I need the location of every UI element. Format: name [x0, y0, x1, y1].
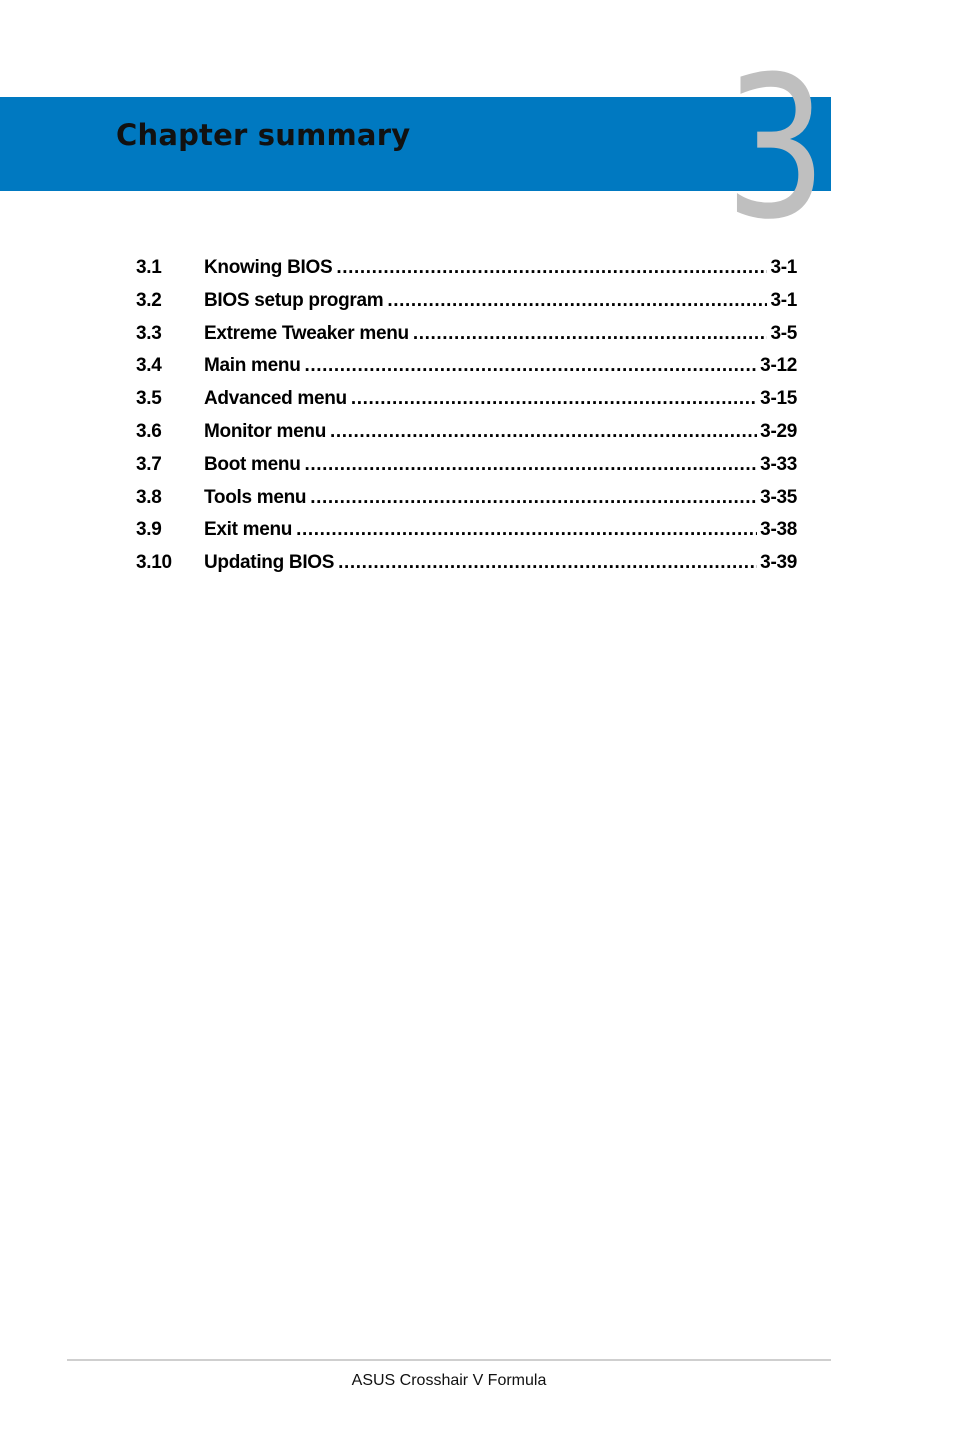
toc-entry-page: 3-39: [760, 552, 797, 574]
toc-dot-leader: [338, 548, 757, 578]
table-of-contents: [136, 253, 797, 581]
toc-entry[interactable]: [136, 417, 797, 450]
toc-entry-page: 3-5: [770, 322, 797, 344]
toc-entry[interactable]: [136, 286, 797, 319]
page-title: Chapter summary: [116, 118, 411, 152]
toc-entry-page: 3-1: [770, 257, 797, 278]
footer-product-name: ASUS Crosshair V Formula: [351, 1372, 547, 1389]
toc-dot-leader: [305, 450, 758, 480]
toc-entry-title: Tools menu: [204, 486, 307, 508]
toc-entry-number: 3.2: [136, 289, 162, 311]
toc-entry[interactable]: [136, 450, 797, 483]
toc-entry-number: 3.8: [136, 486, 162, 508]
toc-entry-title: Extreme Tweaker menu: [204, 322, 409, 344]
toc-entry-title: Monitor menu: [204, 420, 326, 442]
toc-entry-title: Main menu: [204, 355, 301, 377]
toc-entry[interactable]: [136, 319, 797, 352]
toc-entry[interactable]: [136, 548, 797, 581]
toc-dot-leader: [336, 253, 767, 283]
toc-dot-leader: [310, 483, 757, 513]
toc-entry-number: 3.4: [136, 355, 162, 377]
toc-entry-number: 3.9: [136, 519, 162, 541]
toc-entry-page: 3-1: [770, 289, 797, 311]
toc-entry[interactable]: [136, 253, 797, 286]
toc-entry-number: 3.6: [136, 420, 162, 442]
toc-entry-number: 3.3: [136, 322, 162, 344]
toc-entry[interactable]: [136, 384, 797, 417]
toc-entry-page: 3-35: [760, 486, 797, 508]
footer-divider: [67, 1359, 831, 1361]
toc-dot-leader: [305, 351, 758, 381]
toc-entry-title: Exit menu: [204, 519, 293, 541]
toc-entry-title: Boot menu: [204, 453, 301, 475]
chapter-number: 3: [725, 35, 824, 263]
toc-entry-page: 3-33: [760, 453, 797, 475]
toc-entry-page: 3-15: [760, 388, 797, 410]
toc-entry-number: 3.5: [136, 388, 162, 410]
toc-entry-title: Advanced menu: [204, 388, 347, 410]
toc-entry-page: 3-29: [760, 420, 797, 442]
toc-entry-title: BIOS setup program: [204, 289, 384, 311]
toc-entry-number: 3.1: [136, 257, 162, 278]
toc-entry[interactable]: [136, 483, 797, 516]
toc-entry-page: 3-12: [760, 355, 797, 377]
toc-dot-leader: [330, 417, 757, 447]
toc-entry[interactable]: [136, 515, 797, 548]
toc-dot-leader: [351, 384, 757, 414]
toc-entry-title: Knowing BIOS: [204, 257, 333, 278]
toc-entry[interactable]: [136, 351, 797, 384]
toc-entry-title: Updating BIOS: [204, 552, 335, 574]
toc-dot-leader: [413, 319, 768, 349]
toc-dot-leader: [387, 286, 767, 316]
toc-entry-page: 3-38: [760, 519, 797, 541]
toc-entry-number: 3.7: [136, 453, 162, 475]
toc-entry-number: 3.10: [136, 552, 172, 574]
toc-dot-leader: [296, 515, 757, 545]
